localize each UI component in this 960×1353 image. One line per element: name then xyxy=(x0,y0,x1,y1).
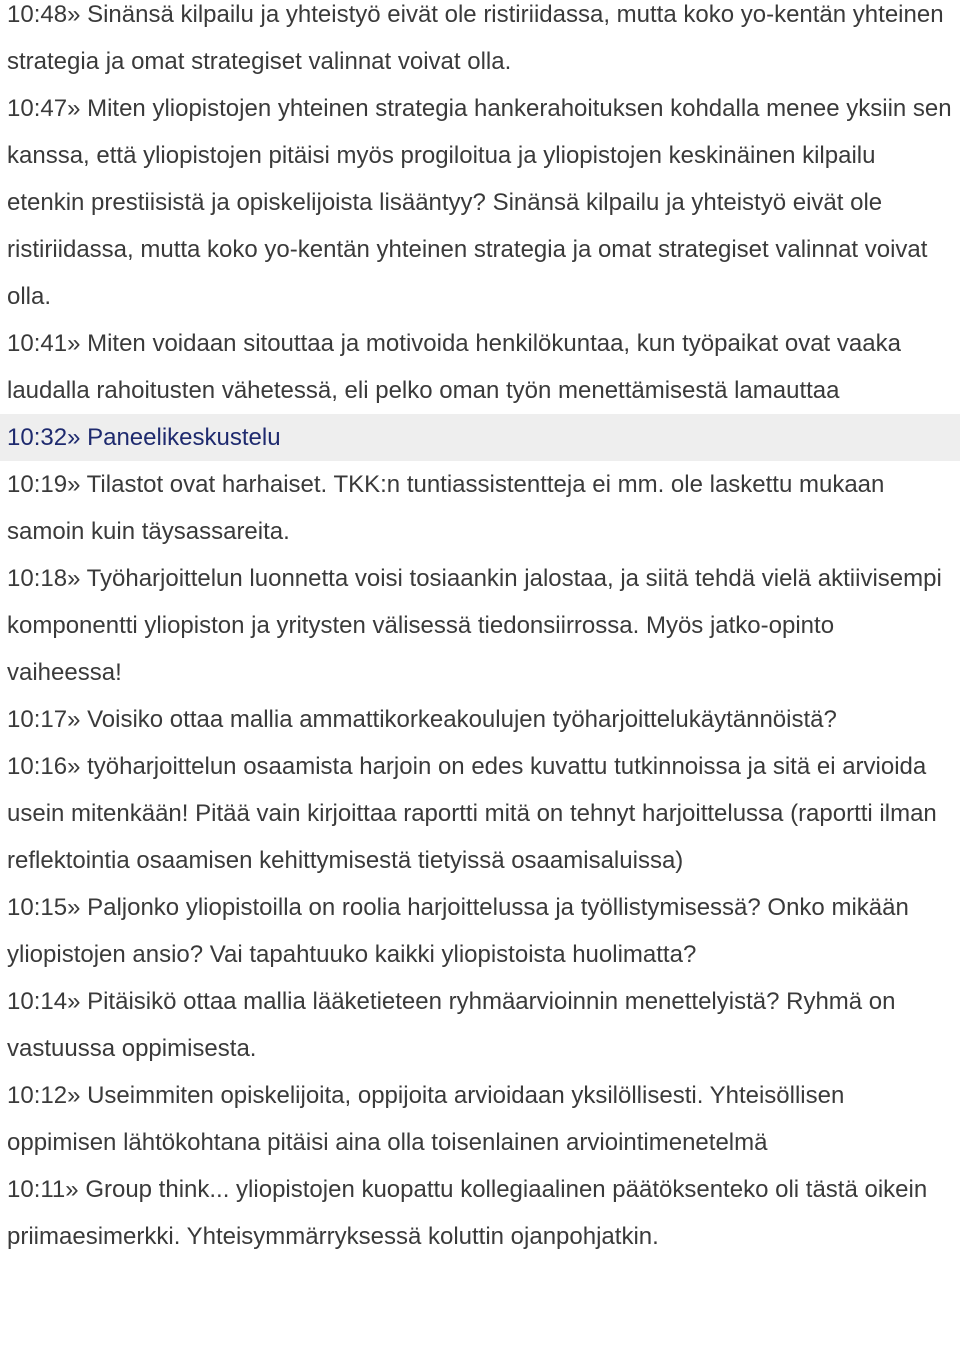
feed-entry[interactable] xyxy=(0,461,960,555)
entry-time: 10:41 xyxy=(7,330,68,357)
entry-text: Työharjoittelun luonnetta voisi tosiaankin jalostaa, ja siitä tehdä vielä aktiivisempi komponentti yliopiston ja yritysten välisessä tiedonsiirrossa. Myös jatko-opinto vaiheessa! xyxy=(7,565,942,686)
feed-entry[interactable] xyxy=(0,1166,960,1260)
feed-entry-highlighted[interactable] xyxy=(0,414,960,461)
entry-time: 10:17 xyxy=(7,706,68,733)
entry-text: Group think... yliopistojen kuopattu kollegiaalinen päätöksenteko oli tästä oikein priimaesimerkki. Yhteisymmärryksessä koluttin ojanpohjatkin. xyxy=(7,1176,928,1250)
feed-entry[interactable] xyxy=(0,0,960,85)
entry-text: Paneelikeskustelu xyxy=(87,424,281,451)
entry-time: 10:16 xyxy=(7,753,68,780)
feed-entry[interactable] xyxy=(0,743,960,884)
entry-time: 10:18 xyxy=(7,565,68,592)
entry-time: 10:19 xyxy=(7,471,68,498)
feed-entry[interactable] xyxy=(0,555,960,696)
feed-entry[interactable] xyxy=(0,1072,960,1166)
entry-separator: » xyxy=(67,753,81,780)
entry-time: 10:48 xyxy=(7,1,68,28)
entry-text: työharjoittelun osaamista harjoin on edes kuvattu tutkinnoissa ja sitä ei arvioida usein mitenkään! Pitää vain kirjoittaa raportti mitä on tehnyt harjoittelussa (raportti ilman reflektointia osaamisen kehittymisestä tietyissä osaamisaluissa) xyxy=(7,753,937,874)
entry-time: 10:12 xyxy=(7,1082,68,1109)
feed-entry[interactable] xyxy=(0,320,960,414)
entry-text: Paljonko yliopistoilla on roolia harjoittelussa ja työllistymisessä? Onko mikään yliopistojen ansio? Vai tapahtuuko kaikki yliopistoista huolimatta? xyxy=(7,894,909,968)
entry-separator: » xyxy=(67,565,81,592)
entry-text: Pitäisikö ottaa mallia lääketieteen ryhmäarvioinnin menettelyistä? Ryhmä on vastuussa oppimisesta. xyxy=(7,988,896,1062)
entry-time: 10:11 xyxy=(7,1176,66,1203)
entry-separator: » xyxy=(67,894,81,921)
entry-time: 10:15 xyxy=(7,894,68,921)
entry-text: Tilastot ovat harhaiset. TKK:n tuntiassistentteja ei mm. ole laskettu mukaan samoin kuin täysassareita. xyxy=(7,471,885,545)
entry-separator: » xyxy=(67,95,81,122)
entry-separator: » xyxy=(67,1082,81,1109)
feed-entry[interactable] xyxy=(0,696,960,743)
entry-text: Sinänsä kilpailu ja yhteistyö eivät ole ristiriidassa, mutta koko yo-kentän yhteinen strategia ja omat strategiset valinnat voivat olla. xyxy=(7,1,944,75)
feed-entry[interactable] xyxy=(0,978,960,1072)
entry-separator: » xyxy=(67,471,81,498)
entry-time: 10:47 xyxy=(7,95,68,122)
entry-separator: » xyxy=(67,1,81,28)
entry-separator: » xyxy=(65,1176,79,1203)
entry-text: Useimmiten opiskelijoita, oppijoita arvioidaan yksilöllisesti. Yhteisöllisen oppimisen lähtökohtana pitäisi aina olla toisenlainen arviointimenetelmä xyxy=(7,1082,845,1156)
entry-text: Miten voidaan sitouttaa ja motivoida henkilökuntaa, kun työpaikat ovat vaaka laudalla rahoitusten vähetessä, eli pelko oman työn menettämisestä lamauttaa xyxy=(7,330,901,404)
entry-text: Miten yliopistojen yhteinen strategia hankerahoituksen kohdalla menee yksiin sen kanssa, että yliopistojen pitäisi myös progiloitua ja yliopistojen keskinäinen kilpailu etenkin prestiisistä ja opiskelijoista lisääntyy? Sinänsä kilpailu ja yhteistyö eivät ole ristiriidassa, mutta koko yo-kentän yhteinen strategia ja omat strategiset valinnat voivat olla. xyxy=(7,95,952,310)
entry-time: 10:14 xyxy=(7,988,68,1015)
entry-text: Voisiko ottaa mallia ammattikorkeakoulujen työharjoittelukäytännöistä? xyxy=(87,706,837,733)
entry-separator: » xyxy=(67,988,81,1015)
entry-separator: » xyxy=(67,424,81,451)
entry-separator: » xyxy=(67,706,81,733)
entry-time: 10:32 xyxy=(7,424,68,451)
feed-entry[interactable] xyxy=(0,85,960,320)
entry-separator: » xyxy=(67,330,81,357)
feed-entry[interactable] xyxy=(0,884,960,978)
